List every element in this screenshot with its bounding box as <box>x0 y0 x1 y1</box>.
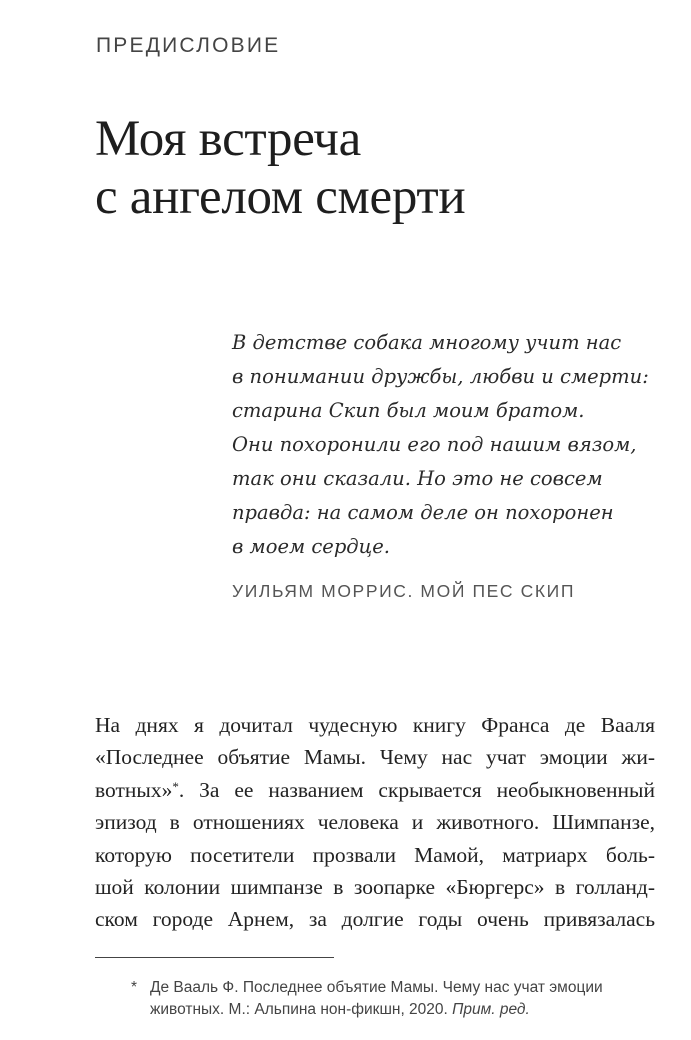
epigraph-line: Они похоронили его под нашим вязом, <box>232 433 637 456</box>
footnote-text <box>150 977 660 1021</box>
footnote-divider <box>95 957 334 958</box>
footnote-line: Де Вааль Ф. Последнее объятие Мамы. Чему нас учат эмоции <box>150 979 603 996</box>
body-line: ском городе Арнем, за долгие годы очень привязалась <box>95 907 655 932</box>
footnote-marker: * <box>131 979 138 996</box>
epigraph-line: так они сказали. Но это не совсем <box>232 467 603 490</box>
footnote-reference[interactable]: * <box>172 778 179 794</box>
body-line-fragment: . За ее названием скрывается необыкновенный <box>178 777 655 802</box>
footnote-citation: животных. М.: Альпина нон-фикшн, 2020. <box>150 1001 453 1018</box>
epigraph <box>232 326 672 602</box>
editor-note: Прим. ред. <box>452 1001 530 1018</box>
epigraph-source: УИЛЬЯМ МОРРИС. МОЙ ПЕС СКИП <box>232 581 575 601</box>
body-line: шой колонии шимпанзе в зоопарке «Бюргерс» в голланд- <box>95 875 655 900</box>
chapter-title-line-1: Моя встреча <box>95 111 361 167</box>
epigraph-line: правда: на самом деле он похоронен <box>232 501 614 524</box>
epigraph-line: старина Скип был моим братом. <box>232 399 585 422</box>
body-line: которую посетители прозвали Мамой, матриарх боль- <box>95 842 655 867</box>
body-line-fragment: вотных» <box>95 777 173 802</box>
epigraph-line: в моем сердце. <box>232 535 391 558</box>
chapter-title-line-2: с ангелом смерти <box>95 169 466 225</box>
chapter-title <box>95 110 465 226</box>
footnote-line <box>150 999 660 1021</box>
body-line-with-footnote <box>95 774 655 806</box>
epigraph-line: В детстве собака многому учит нас <box>232 331 622 354</box>
body-line: «Последнее объятие Мамы. Чему нас учат эмоции жи- <box>95 745 655 770</box>
section-label: ПРЕДИСЛОВИЕ <box>96 34 281 57</box>
epigraph-line: в понимании дружбы, любви и смерти: <box>232 365 649 388</box>
epigraph-text <box>232 326 672 564</box>
body-line: На днях я дочитал чудесную книгу Франса де Вааля <box>95 713 655 737</box>
body-paragraph <box>95 709 655 936</box>
body-line: эпизод в отношениях человека и животного. Шимпанзе, <box>95 810 655 835</box>
